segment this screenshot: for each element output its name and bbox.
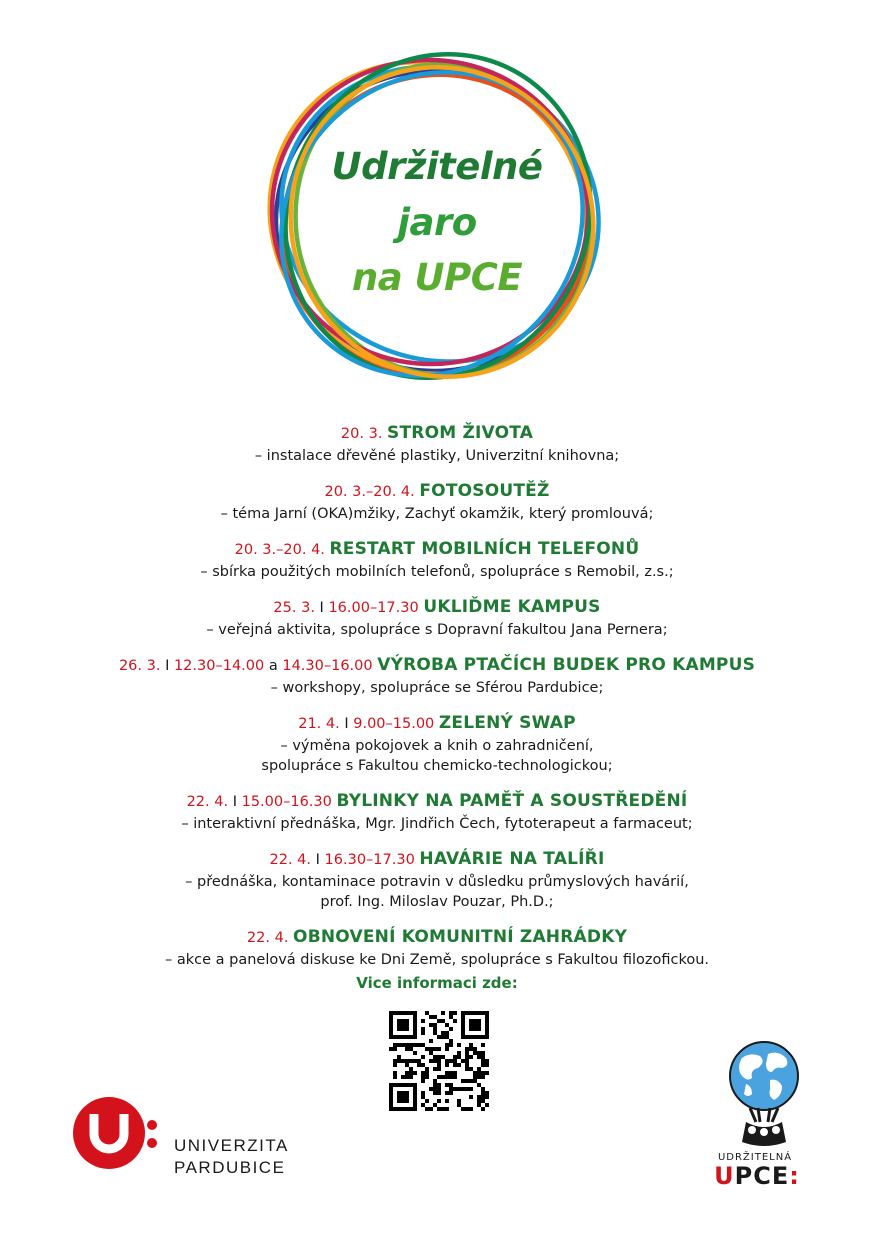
event-time: 9.00–15.00 <box>353 716 435 732</box>
event-name: VÝROBA PTAČÍCH BUDEK PRO KAMPUS <box>377 655 756 675</box>
event-name: OBNOVENÍ KOMUNITNÍ ZAHRÁDKY <box>293 927 628 947</box>
event-date: 22. 4. <box>269 852 312 868</box>
sustainable-label: UDRŽITELNÁ <box>717 1152 793 1163</box>
event-time: 16.00–17.30 <box>328 600 419 616</box>
event-name: BYLINKY NA PAMĚŤ A SOUSTŘEDĚNÍ <box>336 791 688 811</box>
event-description: – téma Jarní (OKA)mžiky, Zachyť okamžik, který promlouvá; <box>220 506 654 522</box>
event-name: ZELENÝ SWAP <box>438 713 576 733</box>
more-info-label: Vice informaci zde: <box>356 974 518 992</box>
event-time: 12.30–14.00 <box>173 658 265 674</box>
upce-colon: : <box>789 1162 800 1190</box>
event-name: FOTOSOUTĚŽ <box>419 481 550 501</box>
event-item <box>0 479 874 524</box>
hero <box>0 0 874 420</box>
event-date: 22. 4. <box>186 794 229 810</box>
event-time: 16.30–17.30 <box>324 852 415 868</box>
upce-rest: PCE <box>734 1162 790 1190</box>
event-heading <box>0 711 874 736</box>
event-description: – sbírka použitých mobilních telefonů, spolupráce s Remobil, z.s.; <box>200 564 674 580</box>
event-heading <box>0 847 874 872</box>
event-description: spolupráce s Fakultou chemicko-technologickou; <box>261 758 613 774</box>
event-date: 22. 4. <box>246 930 289 946</box>
upce-u: U <box>714 1162 735 1190</box>
event-name: HAVÁRIE NA TALÍŘI <box>419 849 605 869</box>
event-name: RESTART MOBILNÍCH TELEFONŮ <box>329 539 640 559</box>
event-description: – instalace dřevěné plastiky, Univerzitní knihovna; <box>254 448 620 464</box>
event-date: 20. 3. <box>340 426 383 442</box>
event-list <box>0 421 874 983</box>
event-date: 20. 3.–20. 4. <box>234 542 325 558</box>
event-separator: I <box>315 852 320 868</box>
event-item <box>0 925 874 970</box>
event-item <box>0 653 874 698</box>
event-heading <box>0 479 874 504</box>
event-item <box>0 847 874 912</box>
event-separator: I <box>344 716 349 732</box>
event-heading <box>0 421 874 446</box>
event-separator: I <box>165 658 170 674</box>
event-date: 26. 3. <box>118 658 161 674</box>
event-description: – přednáška, kontaminace potravin v důsledku průmyslových havárií, <box>185 874 689 890</box>
title-line-1: Udržitelné <box>331 145 543 188</box>
event-heading <box>0 537 874 562</box>
event-description: – veřejná aktivita, spolupráce s Dopravní fakultou Jana Pernera; <box>206 622 668 638</box>
event-description: – výměna pokojovek a knih o zahradničení, <box>280 738 594 754</box>
event-time: 15.00–16.30 <box>241 794 332 810</box>
event-separator: I <box>232 794 237 810</box>
university-name-line-2: PARDUBICE <box>174 1158 286 1177</box>
event-item <box>0 595 874 640</box>
event-date: 21. 4. <box>298 716 340 732</box>
university-name-line-1: UNIVERZITA <box>174 1136 289 1155</box>
event-item <box>0 789 874 834</box>
event-heading <box>0 925 874 950</box>
event-item <box>0 421 874 466</box>
event-time-2: 14.30–16.00 <box>282 658 373 674</box>
event-description: – akce a panelová diskuse ke Dni Země, spolupráce s Fakultou filozofickou. <box>164 952 709 968</box>
event-date: 25. 3. <box>273 600 315 616</box>
event-description: – workshopy, spolupráce se Sférou Pardubice; <box>270 680 604 696</box>
event-description: – interaktivní přednáška, Mgr. Jindřich Čech, fytoterapeut a farmaceut; <box>181 816 693 832</box>
event-heading <box>0 653 874 678</box>
event-item <box>0 537 874 582</box>
title-line-3: na UPCE <box>351 256 523 299</box>
event-date: 20. 3.–20. 4. <box>324 484 415 500</box>
event-name: STROM ŽIVOTA <box>387 423 534 443</box>
title-line-2: jaro <box>397 201 477 244</box>
event-and: a <box>268 658 278 674</box>
qr-code-icon[interactable] <box>389 1011 489 1111</box>
event-heading <box>0 595 874 620</box>
event-description: prof. Ing. Miloslav Pouzar, Ph.D.; <box>320 894 554 910</box>
upce-logo-text <box>712 1162 802 1190</box>
event-separator: I <box>319 600 324 616</box>
event-name: UKLIĎME KAMPUS <box>423 597 601 617</box>
event-item <box>0 711 874 776</box>
event-heading <box>0 789 874 814</box>
